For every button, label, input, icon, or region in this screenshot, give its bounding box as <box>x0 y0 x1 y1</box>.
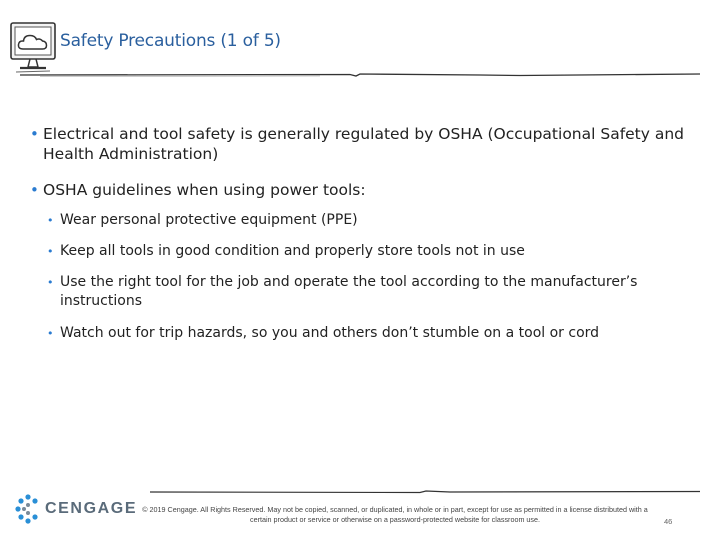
bullet-dot: • <box>47 214 54 227</box>
sub-bullet-item <box>47 242 677 261</box>
bullet-text: Electrical and tool safety is generally regulated by OSHA (Occupational Safety and Health Administration) <box>43 125 685 163</box>
bullet-dot: • <box>47 276 54 289</box>
bullet-dot: • <box>47 327 54 340</box>
title-underline <box>20 68 700 82</box>
sub-bullet-text: Wear personal protective equipment (PPE) <box>60 212 358 228</box>
sub-bullet-text: Keep all tools in good condition and properly store tools not in use <box>60 243 525 259</box>
logo-wordmark: CENGAGE <box>45 500 138 517</box>
sub-bullet-item <box>47 324 677 343</box>
slide-title: Safety Precautions (1 of 5) <box>60 31 281 51</box>
bullet-dot: • <box>30 181 39 199</box>
sub-bullet-item <box>47 273 677 311</box>
sub-bullet-text: Use the right tool for the job and operate the tool according to the manufacturer’s instructions <box>60 274 638 309</box>
page-number: 46 <box>664 517 673 526</box>
bullet-item <box>30 180 690 200</box>
cengage-logo-icon <box>14 493 42 525</box>
cengage-logo <box>14 493 144 525</box>
monitor-cloud-icon <box>8 20 58 74</box>
footer-rule <box>150 488 700 496</box>
sub-bullet-text: Watch out for trip hazards, so you and others don’t stumble on a tool or cord <box>60 325 600 341</box>
bullet-item <box>30 124 690 164</box>
bullet-dot: • <box>30 125 39 143</box>
copyright-notice: © 2019 Cengage. All Rights Reserved. May not be copied, scanned, or duplicated, in whole or in part, except for use as permitted in a license distributed with a certain product or service or otherwise on a password-protected website for classroom use. <box>142 505 648 524</box>
sub-bullet-item <box>47 211 677 230</box>
bullet-text: OSHA guidelines when using power tools: <box>43 181 366 199</box>
bullet-dot: • <box>47 245 54 258</box>
